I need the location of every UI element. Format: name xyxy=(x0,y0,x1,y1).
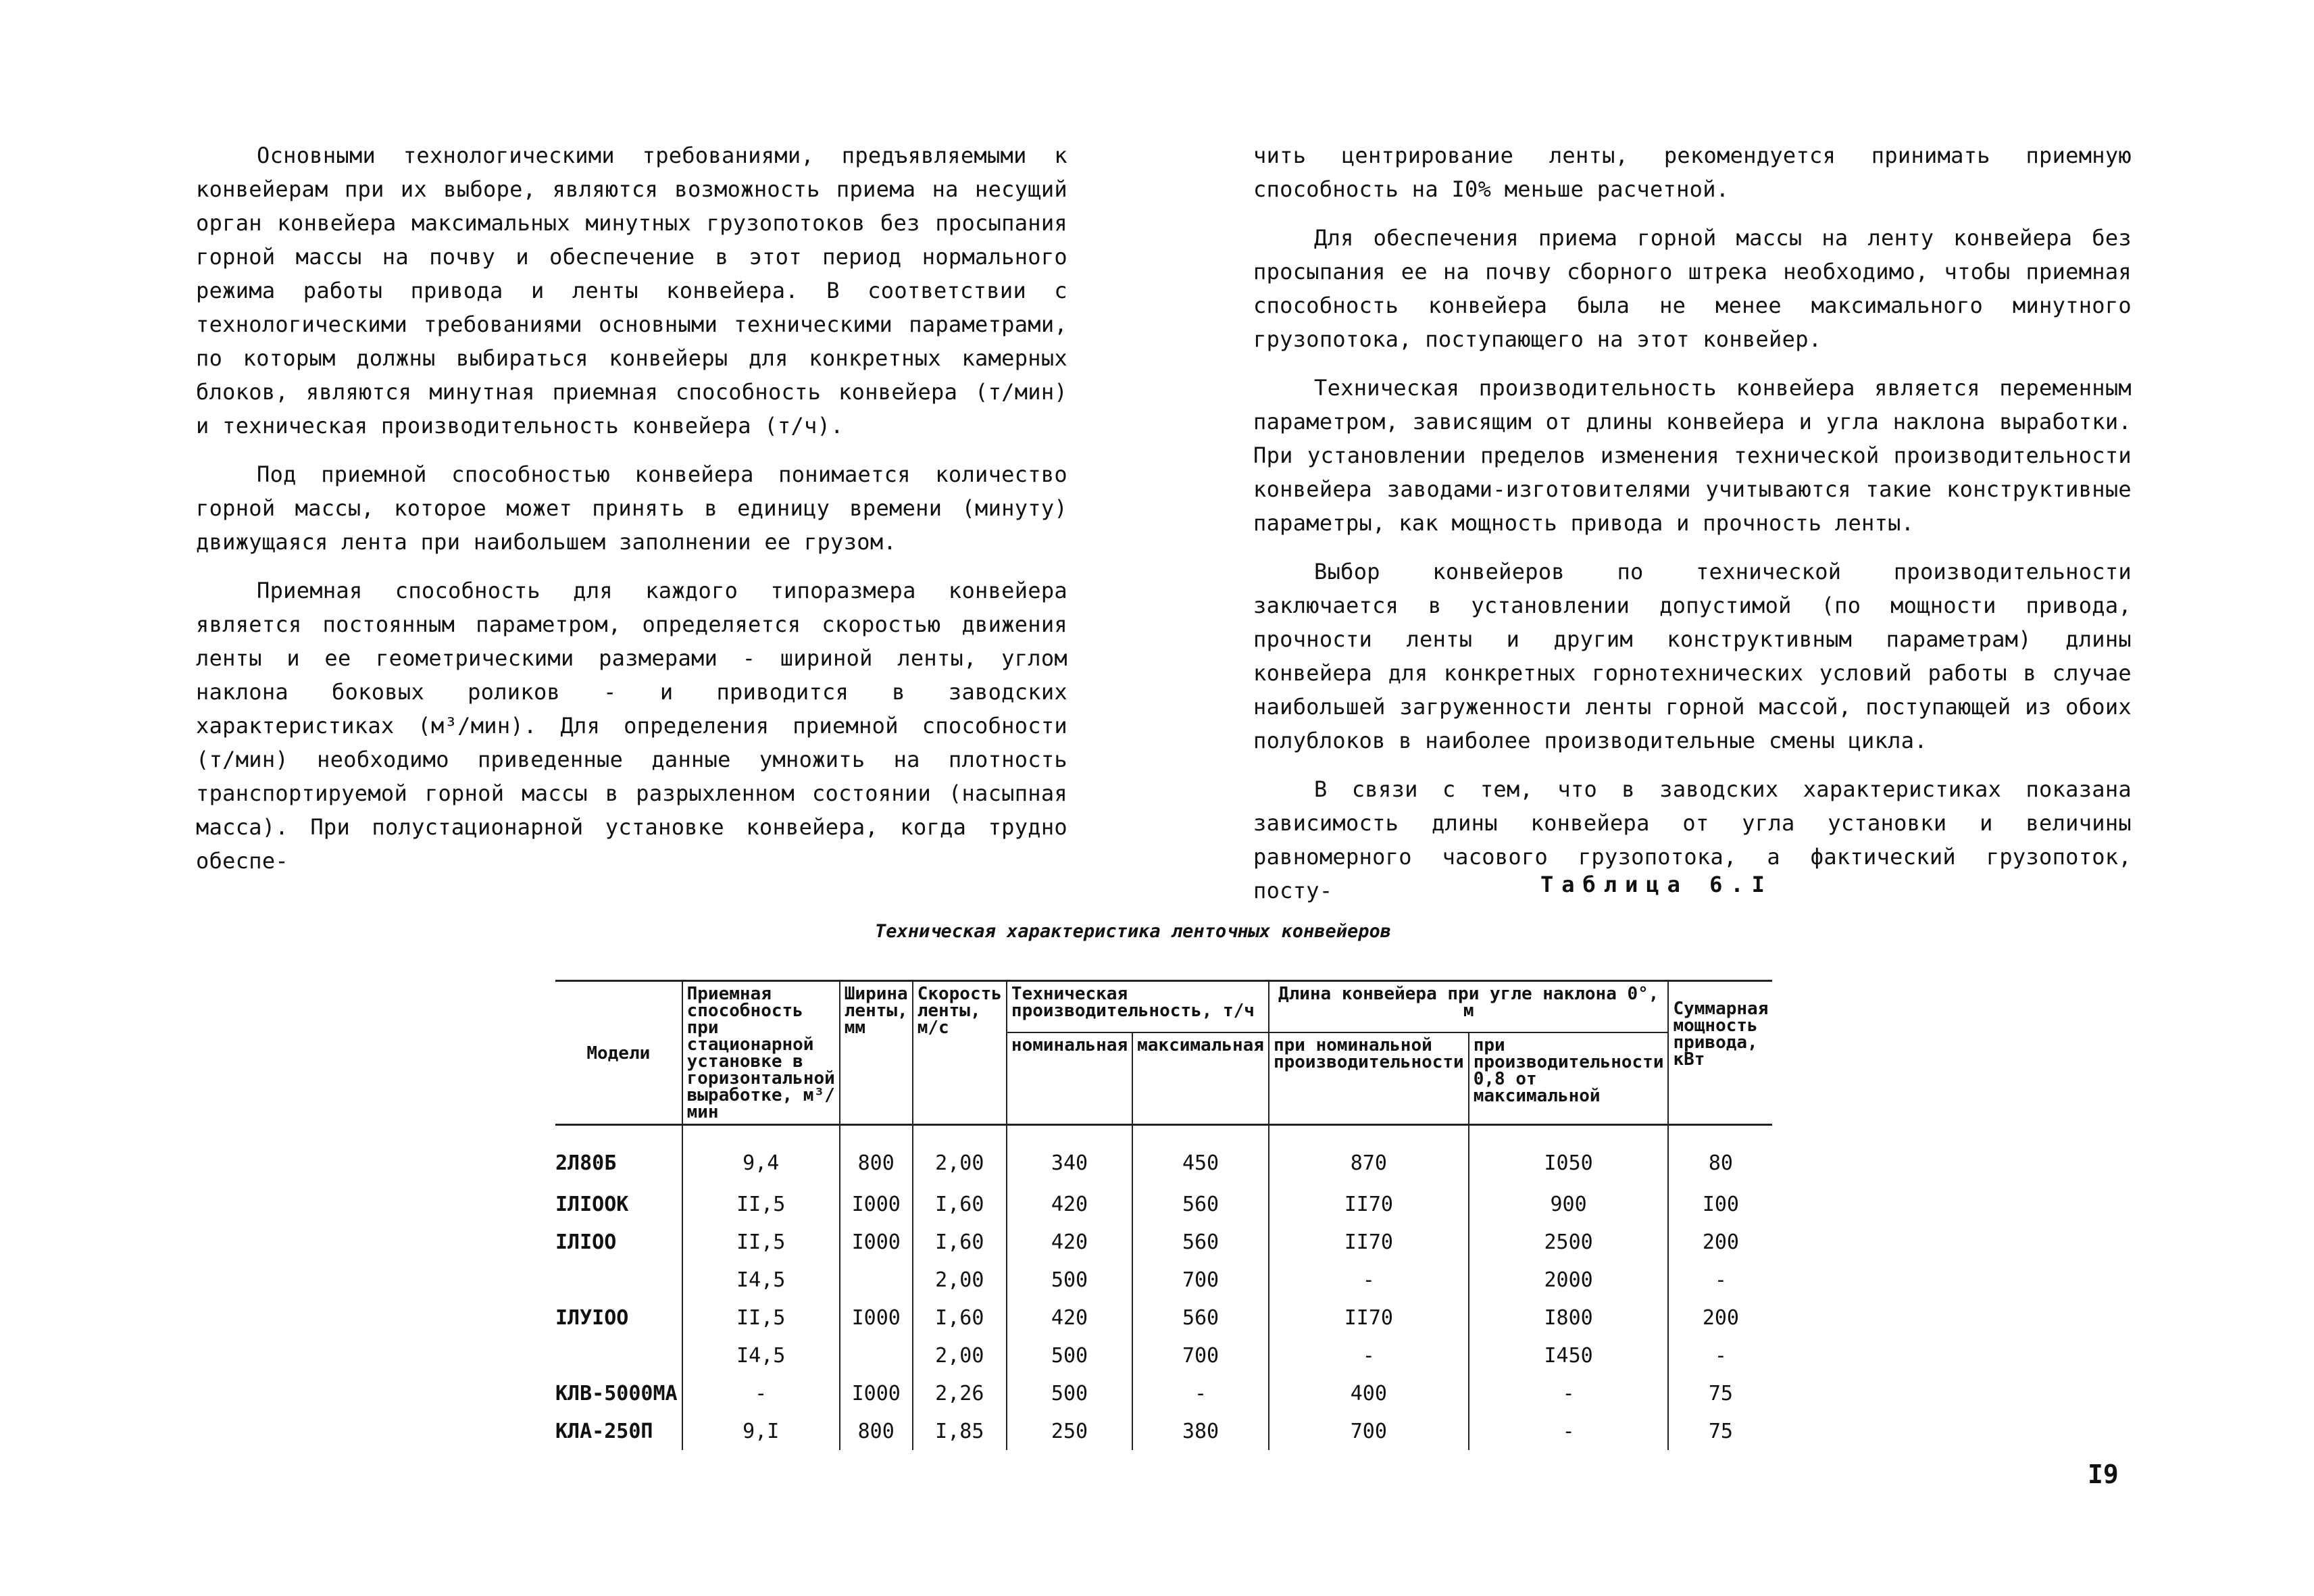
cell-speed: I,60 xyxy=(913,1185,1007,1223)
cell-capacity: 9,4 xyxy=(682,1125,840,1186)
paragraph: Выбор конвейеров по технической производительности заключается в установлении допустимой (по мощности привода, прочности ленты и другим конструктивным параметрам) длины конвейера для конкретных горнотехнических условий работы в случае наибольшей загруженности ленты горной массой, поступающей из обоих полублоков в наиболее производительные смены цикла. xyxy=(1253,559,2132,753)
cell-len-nominal: - xyxy=(1269,1261,1469,1299)
paragraph: Приемная способность для каждого типоразмера конвейера является постоянным параметром, определяется скоростью движения ленты и ее геометрическими размерами - шириной ленты, углом наклона боковых роликов - и приводится в заводских характеристиках (м³/мин). Для определения приемной способности (т/мин) необходимо приведенные данные умножить на плотность транспортируемой горной массы в разрыхленном состоянии (насыпная масса). При полустационарной установке конвейера, когда трудно обеспе- xyxy=(196,578,1067,874)
paragraph: В связи с тем, что в заводских характеристиках показана зависимость длины конвейера от угла установки и величины равномерного часового грузопотока, а фактический грузопоток, посту- xyxy=(1253,776,2132,903)
left-text-column xyxy=(196,139,1067,893)
table-row xyxy=(555,1299,1772,1337)
cell-maximal: 380 xyxy=(1132,1412,1269,1450)
cell-width xyxy=(840,1337,913,1374)
cell-power: - xyxy=(1668,1261,1772,1299)
header-length-nominal: при номинальной производительности xyxy=(1269,1032,1469,1125)
cell-len-nominal: II70 xyxy=(1269,1223,1469,1261)
cell-width: 800 xyxy=(840,1125,913,1186)
cell-model: КЛА-250П xyxy=(555,1412,682,1450)
table-title: Техническая характеристика ленточных конвейеров xyxy=(875,921,1392,942)
cell-len-08max: I050 xyxy=(1469,1125,1669,1186)
header-models: Модели xyxy=(555,981,682,1125)
table-row xyxy=(555,1125,1772,1186)
cell-maximal: 560 xyxy=(1132,1185,1269,1223)
cell-len-nominal: 400 xyxy=(1269,1374,1469,1412)
header-power: Суммарная мощность привода, кВт xyxy=(1668,981,1772,1125)
cell-speed: 2,00 xyxy=(913,1125,1007,1186)
cell-power: 75 xyxy=(1668,1374,1772,1412)
cell-maximal: 560 xyxy=(1132,1223,1269,1261)
cell-nominal: 340 xyxy=(1007,1125,1132,1186)
cell-width: I000 xyxy=(840,1185,913,1223)
header-maximal: максимальная xyxy=(1132,1032,1269,1125)
table-row xyxy=(555,1337,1772,1374)
cell-power: 80 xyxy=(1668,1125,1772,1186)
cell-width: I000 xyxy=(840,1299,913,1337)
table-row xyxy=(555,1185,1772,1223)
cell-len-nominal: II70 xyxy=(1269,1299,1469,1337)
cell-speed: I,60 xyxy=(913,1299,1007,1337)
cell-width xyxy=(840,1261,913,1299)
cell-len-nominal: 700 xyxy=(1269,1412,1469,1450)
cell-power: I00 xyxy=(1668,1185,1772,1223)
cell-power: 200 xyxy=(1668,1299,1772,1337)
table-row xyxy=(555,1223,1772,1261)
cell-width: 800 xyxy=(840,1412,913,1450)
cell-nominal: 420 xyxy=(1007,1185,1132,1223)
cell-capacity: - xyxy=(682,1374,840,1412)
table-row xyxy=(555,1261,1772,1299)
cell-len-08max: - xyxy=(1469,1412,1669,1450)
cell-capacity: II,5 xyxy=(682,1223,840,1261)
cell-maximal: 560 xyxy=(1132,1299,1269,1337)
cell-maximal: 700 xyxy=(1132,1337,1269,1374)
cell-model: КЛВ-5000МА xyxy=(555,1374,682,1412)
table-label: Таблица 6.I xyxy=(1540,872,1773,897)
header-width: Ширина ленты, мм xyxy=(840,981,913,1125)
cell-capacity: II,5 xyxy=(682,1185,840,1223)
cell-capacity: 9,I xyxy=(682,1412,840,1450)
right-text-column xyxy=(1253,139,2132,922)
header-speed: Скорость ленты, м/с xyxy=(913,981,1007,1125)
cell-model: 2Л80Б xyxy=(555,1125,682,1186)
paragraph: Техническая производительность конвейера является переменным параметром, зависящим от длины конвейера и угла наклона выработки. При установлении пределов изменения технической производительности конвейера заводами-изготовителями учитываются такие конструктивные параметры, как мощность привода и прочность ленты. xyxy=(1253,375,2132,536)
table-body xyxy=(555,1125,1772,1451)
cell-nominal: 420 xyxy=(1007,1223,1132,1261)
cell-nominal: 420 xyxy=(1007,1299,1132,1337)
header-length-08max: при производительности 0,8 от максимальной xyxy=(1469,1032,1669,1125)
paragraph: Основными технологическими требованиями, предъявляемыми к конвейерам при их выборе, являются возможность приема на несущий орган конвейера максимальных минутных грузопотоков без просыпания горной массы на почву и обеспечение в этот период нормального режима работы привода и ленты конвейера. В соответствии с технологическими требованиями основными техническими параметрами, по которым должны выбираться конвейеры для конкретных камерных блоков, являются минутная приемная способность конвейера (т/мин) и техническая производительность конвейера (т/ч). xyxy=(196,143,1067,439)
paragraph: чить центрирование ленты, рекомендуется принимать приемную способность на I0% меньше расчетной. xyxy=(1253,143,2132,202)
cell-len-nominal: - xyxy=(1269,1337,1469,1374)
cell-len-08max: I800 xyxy=(1469,1299,1669,1337)
cell-maximal: 700 xyxy=(1132,1261,1269,1299)
cell-power: 200 xyxy=(1668,1223,1772,1261)
cell-len-nominal: II70 xyxy=(1269,1185,1469,1223)
cell-len-08max: - xyxy=(1469,1374,1669,1412)
cell-power: - xyxy=(1668,1337,1772,1374)
cell-capacity: I4,5 xyxy=(682,1261,840,1299)
cell-capacity: II,5 xyxy=(682,1299,840,1337)
cell-model xyxy=(555,1261,682,1299)
page-number: I9 xyxy=(2088,1460,2119,1489)
cell-model: IЛIОО xyxy=(555,1223,682,1261)
cell-power: 75 xyxy=(1668,1412,1772,1450)
cell-model: IЛУIОО xyxy=(555,1299,682,1337)
header-length: Длина конвейера при угле наклона 0°, м xyxy=(1269,981,1669,1032)
cell-speed: I,85 xyxy=(913,1412,1007,1450)
cell-nominal: 250 xyxy=(1007,1412,1132,1450)
table-row xyxy=(555,1412,1772,1450)
cell-speed: 2,26 xyxy=(913,1374,1007,1412)
cell-nominal: 500 xyxy=(1007,1337,1132,1374)
cell-maximal: - xyxy=(1132,1374,1269,1412)
table-header-row xyxy=(555,981,1772,1032)
cell-model xyxy=(555,1337,682,1374)
cell-width: I000 xyxy=(840,1223,913,1261)
cell-model: IЛIООК xyxy=(555,1185,682,1223)
cell-len-08max: I450 xyxy=(1469,1337,1669,1374)
cell-len-nominal: 870 xyxy=(1269,1125,1469,1186)
cell-nominal: 500 xyxy=(1007,1261,1132,1299)
cell-speed: 2,00 xyxy=(913,1261,1007,1299)
cell-nominal: 500 xyxy=(1007,1374,1132,1412)
conveyor-spec-table xyxy=(555,980,1772,1450)
cell-len-08max: 900 xyxy=(1469,1185,1669,1223)
cell-width: I000 xyxy=(840,1374,913,1412)
cell-speed: I,60 xyxy=(913,1223,1007,1261)
cell-speed: 2,00 xyxy=(913,1337,1007,1374)
cell-len-08max: 2500 xyxy=(1469,1223,1669,1261)
cell-maximal: 450 xyxy=(1132,1125,1269,1186)
cell-capacity: I4,5 xyxy=(682,1337,840,1374)
cell-len-08max: 2000 xyxy=(1469,1261,1669,1299)
header-tech-performance: Техническая производительность, т/ч xyxy=(1007,981,1269,1032)
table-row xyxy=(555,1374,1772,1412)
paragraph: Для обеспечения приема горной массы на ленту конвейера без просыпания ее на почву сборного штрека необходимо, чтобы приемная способность конвейера была не менее максимального минутного грузопотока, поступающего на этот конвейер. xyxy=(1253,225,2132,352)
header-nominal: номинальная xyxy=(1007,1032,1132,1125)
paragraph: Под приемной способностью конвейера понимается количество горной массы, которое может принять в единицу времени (минуту) движущаяся лента при наибольшем заполнении ее грузом. xyxy=(196,462,1067,555)
header-capacity: Приемная способность при стационарной установке в горизонтальной выработке, м³/мин xyxy=(682,981,840,1125)
